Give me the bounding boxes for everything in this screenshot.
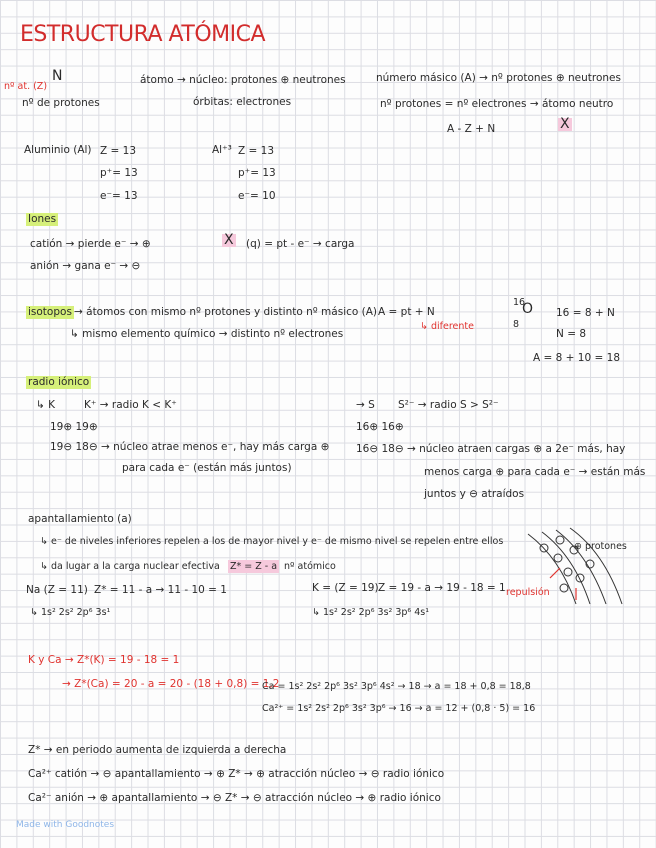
al-ion-label: Al⁺³: [212, 144, 232, 156]
oxygen-mass: 16: [513, 297, 526, 308]
na-config: ↳ 1s² 2s² 2p⁶ 3s¹: [30, 607, 111, 618]
k-shield-config: ↳ 1s² 2s² 2p⁶ 3s² 3p⁶ 4s¹: [312, 607, 430, 618]
charge-formula: (q) = pt - e⁻ → carga: [246, 238, 355, 250]
cation-trend: Ca²⁺ catión → ⊖ apantallamiento → ⊕ Z* → ⊕ atracción núcleo → ⊖ radio iónico: [28, 768, 445, 780]
al-z: Z = 13: [100, 145, 137, 157]
ion-x-symbol: X: [224, 232, 234, 248]
al-p: p⁺= 13: [100, 167, 138, 179]
k-shield-label: K = (Z = 19): [312, 582, 379, 594]
isotopos-heading: isotopos: [28, 306, 72, 318]
isotopos-line2: ↳ mismo elemento químico → distinto nº electrones: [70, 328, 344, 340]
kca-heading: K y Ca → Z*(K) = 19 - 18 = 1: [28, 654, 180, 666]
mass-number-line2: nº protones = nº electrones → átomo neutro: [380, 98, 614, 110]
k-ion-line: K⁺ → radio K < K⁺: [84, 399, 177, 411]
zeff-formula: Z* = Z - a: [230, 561, 278, 572]
mass-number-line1: número másico (A) → nº protones ⊕ neutrones: [376, 72, 621, 84]
mass-formula: A - Z + N: [447, 123, 496, 135]
atom-line1: átomo → núcleo: protones ⊕ neutrones: [140, 74, 346, 86]
k-protons: 19⊕ 19⊕: [50, 421, 98, 433]
ca2-config: Ca²⁺ = 1s² 2s² 2p⁶ 3s² 3p⁶ → 16 → a = 12 + (0,8 · 5) = 16: [262, 703, 536, 714]
anion-trend: Ca²⁻ anión → ⊕ apantallamiento → ⊖ Z* → ⊖ atracción núcleo → ⊕ radio iónico: [28, 792, 441, 804]
anion-line: anión → gana e⁻ → ⊖: [30, 260, 141, 272]
z-label: nº at. (Z): [4, 81, 48, 92]
s-ion-line: S²⁻ → radio S > S²⁻: [398, 399, 499, 411]
goodnotes-watermark: Made with Goodnotes: [16, 820, 115, 830]
page-title: ESTRUCTURA ATÓMICA: [20, 22, 266, 47]
s-electrons-3: juntos y ⊖ atraídos: [424, 488, 525, 500]
na-equation: Z* = 11 - a → 11 - 10 = 1: [94, 584, 227, 596]
oxygen-eq2: N = 8: [556, 328, 587, 340]
cation-line: catión → pierde e⁻ → ⊕: [30, 238, 151, 250]
oxygen-eq3: A = 8 + 10 = 18: [533, 352, 621, 364]
al-ion-p: p⁺= 13: [238, 167, 276, 179]
al-e: e⁻= 13: [100, 190, 138, 202]
zeff-note: nº atómico: [284, 561, 336, 572]
ca-zeff: → Z*(Ca) = 20 - a = 20 - (18 + 0,8) = 1,2: [62, 678, 280, 690]
apantallamiento-heading: apantallamiento (a): [28, 513, 132, 525]
na-label: Na (Z = 11): [26, 584, 88, 596]
aluminio-label: Aluminio (Al): [24, 144, 92, 156]
s-protons: 16⊕ 16⊕: [356, 421, 404, 433]
oxygen-eq1: 16 = 8 + N: [556, 307, 615, 319]
x-symbol: X: [560, 116, 570, 132]
atom-line2: órbitas: electrones: [193, 96, 292, 108]
s-label: → S: [356, 399, 375, 411]
radio-heading: radio iónico: [28, 376, 90, 388]
isotopos-line1: → átomos con mismo nº protones y distinto nº másico (A): [74, 306, 378, 318]
isotope-formula: A = pt + N: [378, 306, 435, 318]
repulsion-label: repulsión: [506, 587, 550, 598]
apant-line1: ↳ e⁻ de niveles inferiores repelen a los de mayor nivel y e⁻ de mismo nivel se repelen entre ellos: [40, 536, 504, 547]
iones-heading: Iones: [28, 213, 57, 225]
al-ion-z: Z = 13: [238, 145, 275, 157]
periodo-line: Z* → en periodo aumenta de izquierda a derecha: [28, 744, 287, 756]
ca-config: Ca = 1s² 2s² 2p⁶ 3s² 3p⁶ 4s² → 18 → a = 18 + 0,8 = 18,8: [262, 681, 531, 692]
diferente-note: ↳ diferente: [420, 321, 474, 332]
s-electrons-2: menos carga ⊕ para cada e⁻ → están más: [424, 466, 646, 478]
oxygen-z: 8: [513, 319, 520, 330]
k-electrons: 19⊖ 18⊖ → núcleo atrae menos e⁻, hay más carga ⊕: [50, 441, 330, 453]
k-label: ↳ K: [36, 399, 56, 411]
apant-line2: ↳ da lugar a la carga nuclear efectiva: [40, 561, 220, 572]
k-electrons-2: para cada e⁻ (están más juntos): [122, 462, 292, 474]
k-shield-equation: Z = 19 - a → 19 - 18 = 1: [378, 582, 506, 594]
s-electrons: 16⊖ 18⊖ → núcleo atraen cargas ⊕ a 2e⁻ más, hay: [356, 443, 626, 455]
protons-label: nº de protones: [22, 97, 100, 109]
al-ion-e: e⁻= 10: [238, 190, 276, 202]
element-symbol: N: [52, 68, 63, 84]
protones-label: ⊕ protones: [574, 541, 627, 552]
oxygen-symbol: O: [522, 301, 534, 317]
